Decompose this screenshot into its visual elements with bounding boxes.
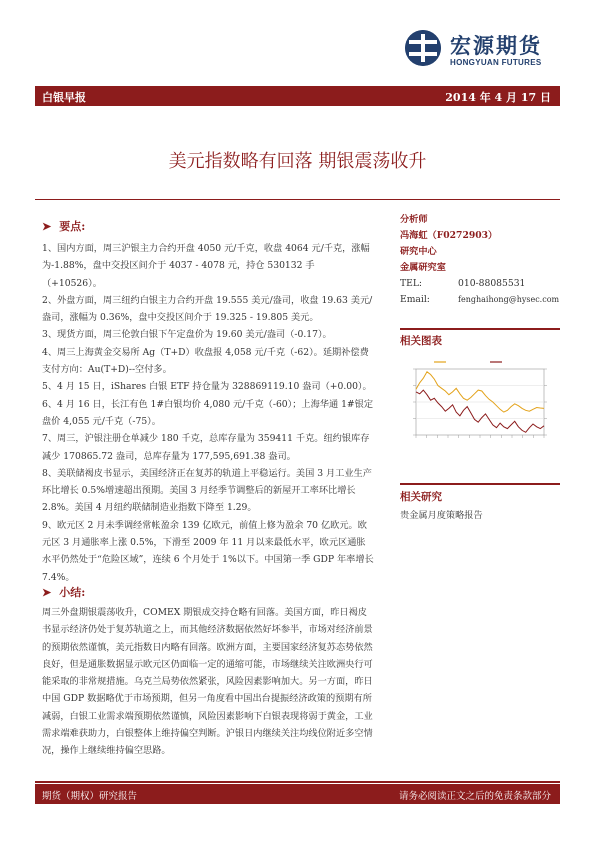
- report-date: 2014 年 4 月 17 日: [445, 91, 551, 104]
- list-item: 7、周三，沪银注册仓单减少 180 千克，总库存量为 359411 千克。纽约银库存减少 170865.72 盎司，总库存量为 177,595,691.38 盎司。: [42, 433, 370, 462]
- company-name-cn: 宏源期货: [450, 34, 542, 58]
- related-chart-heading: 相关图表: [400, 335, 442, 347]
- summary-heading: ➤ 小结:: [42, 586, 86, 599]
- related-research-item[interactable]: 贵金属月度策略报告: [400, 510, 483, 521]
- related-research-heading: 相关研究: [400, 491, 442, 503]
- footer-disclaimer: 请务必阅读正文之后的免责条款部分: [398, 791, 551, 802]
- key-points-heading: ➤ 要点:: [42, 220, 86, 233]
- title-divider: [35, 199, 560, 200]
- footer-rule: [35, 781, 560, 783]
- related-research-rule: [400, 483, 560, 485]
- company-logo-icon: [405, 30, 441, 66]
- silver-price-chart: [400, 355, 560, 450]
- page-title: 美元指数略有回落 期银震荡收升: [168, 151, 427, 172]
- analyst-tel: 010-88085531: [458, 278, 526, 289]
- key-points-list: [42, 240, 374, 586]
- company-name-en: HONGYUAN FUTURES: [450, 58, 542, 67]
- bullet-triangle-icon: ➤: [42, 586, 52, 599]
- list-item: 8、美联储褐皮书显示，美国经济正在复苏的轨道上平稳运行。美国 3 月工业生产环比增长 0.5%增速超出预期。美国 3 月经季节调整后的新屋开工率环比增长 2.8%。美国 4 月纽约联储制造业指数下降至 1.29。: [42, 467, 372, 514]
- list-item: 1、国内方面，周三沪银主力合约开盘 4050 元/千克，收盘 4064 元/千克，涨幅为-1.88%，盘中交投区间介于 4037 - 4078 元，持仓 530132 手（+10526）。: [42, 243, 370, 289]
- footer-left: 期货（期权）研究报告: [42, 791, 138, 802]
- list-item: 5、4 月 15 日，iShares 白银 ETF 持仓量为 328869119.10 盎司（+0.00）。: [42, 381, 372, 393]
- summary-text: 周三外盘期银震荡收升，COMEX 期银成交持仓略有回落。美国方面，昨日褐皮书显示经济仍处于复苏轨道之上，而其他经济数据依然好坏参半，市场对经济前景的预期依然谨慎，美元指数日内略有回落。欧洲方面，主要国家经济复苏态势依然良好，但是通胀数据显示欧元区仍面临一定的通缩可能，市场继续关注欧洲央行可能采取的非常规措施。乌克兰局势依然紧张，风险因素影响加大。另一方面，昨日中国 GDP 数据略优于市场预期，但另一角度看中国出台提振经济政策的预期有所减弱，白银工业需求端预期依然谨慎，风险因素影响下白银表现将弱于黄金，工业需求端难获助力，白银整体上维持偏空判断。沪银日内继续关注均线位附近多空情况，操作上继续维持偏空思路。: [42, 607, 373, 757]
- analyst-email[interactable]: fenghaihong@hysec.com: [458, 295, 560, 304]
- list-item: 4、周三上海黄金交易所 Ag（T+D）收盘报 4,058 元/千克（-62）。延期补偿费支付方向：Au(T+D)--空付多。: [42, 346, 369, 376]
- chart-series-line-1: [416, 390, 544, 432]
- list-item: 2、外盘方面，周三纽约白银主力合约开盘 19.555 美元/盎司，收盘 19.63 美元/盎司，涨幅为 0.36%，盘中交投区间介于 19.325 - 19.805 美元。: [42, 294, 373, 324]
- analyst-dept: 研究中心: [400, 246, 437, 257]
- list-item: 3、现货方面，周三伦敦白银下午定盘价为 19.60 美元/盎司（-0.17）。: [42, 329, 332, 341]
- analyst-office: 金属研究室: [400, 262, 446, 273]
- bullet-triangle-icon: ➤: [42, 220, 52, 233]
- related-chart-rule: [400, 328, 560, 330]
- chart-svg: [400, 355, 560, 450]
- analyst-info: [400, 212, 559, 308]
- report-type: 白银早报: [42, 91, 86, 104]
- list-item: 9、欧元区 2 月未季调经常帐盈余 139 亿欧元，前值上修为盈余 70 亿欧元。欧元区 3 月通胀率上涨 0.5%，下滑至 2009 年 11 月以来最低水平，欧元区通胀水平仍然处于“危险区域”，连续 6 个月处于 1%以下。中国第一季 GDP 年率增长 7.4%。: [42, 519, 374, 583]
- email-label: Email:: [400, 294, 430, 305]
- analyst-name: 冯海虹（F0272903）: [400, 230, 498, 241]
- list-item: 6、4 月 16 日，长江有色 1#白银均价 4,080 元/千克（-60）；上海华通 1#银定盘价 4,055 元/千克（-75）。: [42, 398, 374, 427]
- chart-series-line-0: [416, 372, 544, 412]
- tel-label: TEL:: [400, 278, 423, 289]
- analyst-label: 分析师: [400, 214, 428, 225]
